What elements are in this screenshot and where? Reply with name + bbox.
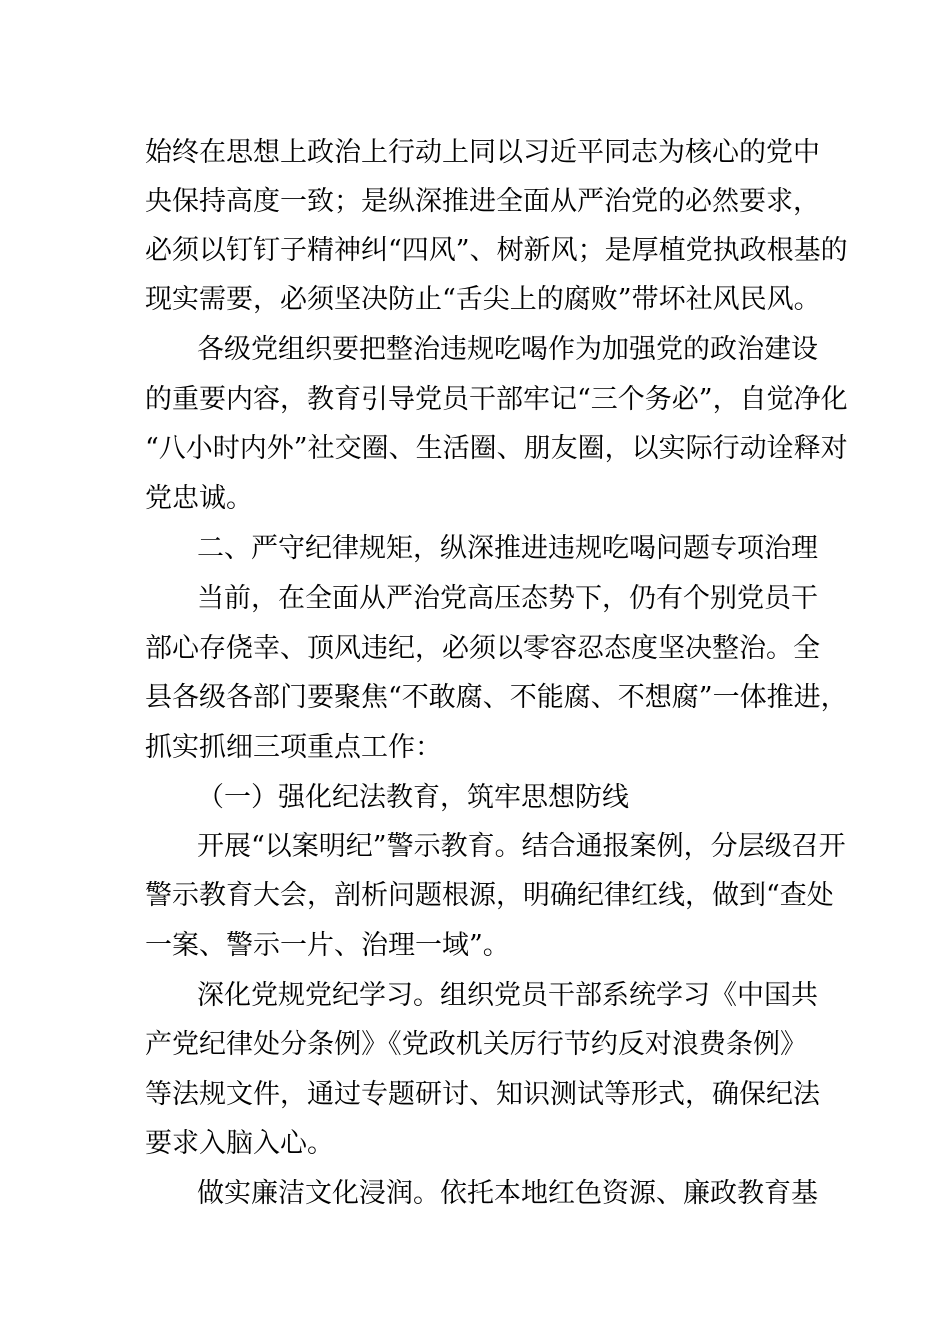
paragraph-4-line-1: 开展“以案明纪”警示教育。结合通报案例，分层级召开 (197, 831, 846, 862)
paragraph-5-line-3: 等法规文件，通过专题研讨、知识测试等形式，确保纪法 (145, 1079, 820, 1110)
paragraph-2-line-1: 各级党组织要把整治违规吃喝作为加强党的政治建设 (197, 334, 818, 365)
paragraph-5-line-4: 要求入脑入心。 (145, 1128, 334, 1159)
paragraph-3-line-2: 部心存侥幸、顶风违纪，必须以零容忍态度坚决整治。全 (145, 633, 820, 664)
paragraph-1-line-3: 必须以钉钉子精神纠“四风”、树新风；是厚植党执政根基的 (145, 235, 848, 266)
paragraph-1-line-1: 始终在思想上政治上行动上同以习近平同志为核心的党中 (145, 137, 820, 168)
section-heading-2: 二、严守纪律规矩，纵深推进违规吃喝问题专项治理 (197, 533, 818, 564)
paragraph-3-line-4: 抓实抓细三项重点工作： (145, 732, 442, 763)
paragraph-4-line-2: 警示教育大会，剖析问题根源，明确纪律红线，做到“查处 (145, 880, 834, 911)
paragraph-3-line-3: 县各级各部门要聚焦“不敢腐、不能腐、不想腐”一体推进， (145, 682, 848, 713)
paragraph-3-line-1: 当前，在全面从严治党高压态势下，仍有个别党员干 (197, 583, 818, 614)
paragraph-5-line-1: 深化党规党纪学习。组织党员干部系统学习《中国共 (197, 980, 818, 1011)
paragraph-2-line-2: 的重要内容，教育引导党员干部牢记“三个务必”，自觉净化 (145, 384, 848, 415)
paragraph-4-line-3: 一案、警示一片、治理一域”。 (145, 930, 510, 961)
paragraph-5-line-2: 产党纪律处分条例》《党政机关厉行节约反对浪费条例》 (145, 1029, 807, 1060)
paragraph-1-line-2: 央保持高度一致；是纵深推进全面从严治党的必然要求， (145, 186, 820, 217)
paragraph-2-line-3: “八小时内外”社交圈、生活圈、朋友圈，以实际行动诠释对 (145, 433, 848, 464)
paragraph-2-line-4: 党忠诚。 (145, 483, 253, 514)
subsection-heading-1: （一）强化纪法教育，筑牢思想防线 (197, 782, 629, 813)
paragraph-6-line-1: 做实廉洁文化浸润。依托本地红色资源、廉政教育基 (197, 1178, 818, 1209)
paragraph-1-line-4: 现实需要，必须坚决防止“舌尖上的腐败”带坏社风民风。 (145, 284, 821, 315)
